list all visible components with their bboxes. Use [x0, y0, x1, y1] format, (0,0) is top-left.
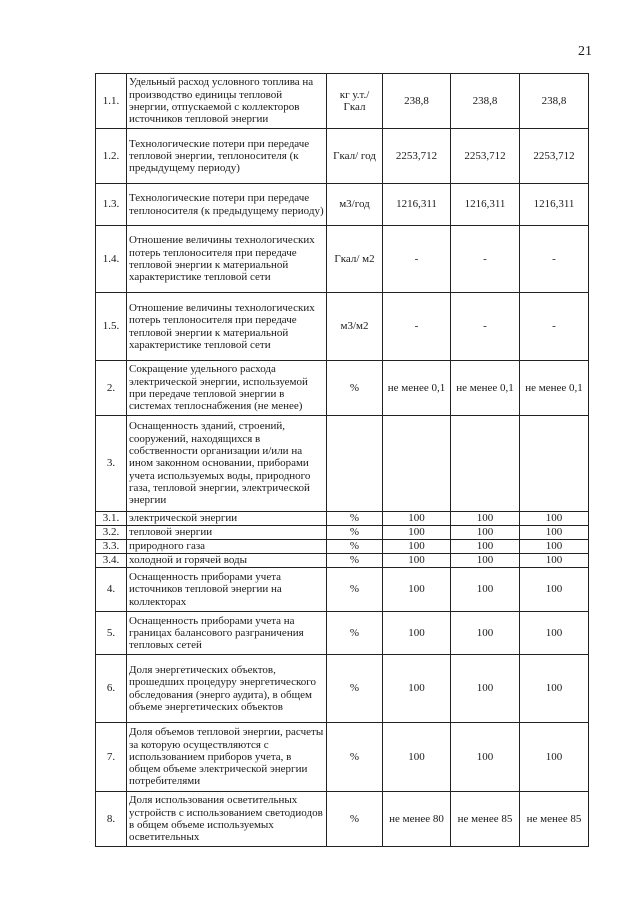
- value-year-2: -: [451, 293, 520, 361]
- value-year-2: 100: [451, 568, 520, 612]
- value-year-3: 100: [520, 512, 589, 526]
- table-row: [96, 526, 589, 540]
- table-row: [96, 129, 589, 184]
- row-number: 8.: [96, 792, 127, 847]
- unit: %: [327, 361, 383, 416]
- value-year-1: 100: [383, 540, 451, 554]
- indicator-name: Технологические потери при передаче тепловой энергии, теплоносителя (к предыдущему периоду): [127, 129, 327, 184]
- value-year-2: 100: [451, 526, 520, 540]
- indicators-table: [95, 73, 589, 847]
- value-year-3: 238,8: [520, 74, 589, 129]
- value-year-2: 100: [451, 540, 520, 554]
- value-year-2: 100: [451, 655, 520, 723]
- value-year-2: 100: [451, 723, 520, 792]
- indicator-name: Доля объемов тепловой энергии, расчеты за которую осуществляются с использованием приборов учета, в общем объеме электрической энергии потребителями: [127, 723, 327, 792]
- row-number: 6.: [96, 655, 127, 723]
- unit: %: [327, 568, 383, 612]
- value-year-2: 1216,311: [451, 184, 520, 226]
- unit: %: [327, 512, 383, 526]
- unit: [327, 416, 383, 512]
- value-year-3: 100: [520, 568, 589, 612]
- unit: %: [327, 655, 383, 723]
- value-year-1: 100: [383, 612, 451, 655]
- indicator-name: Сокращение удельного расхода электрической энергии, используемой при передаче тепловой энергии в системах теплоснабжения (не менее): [127, 361, 327, 416]
- table-row: [96, 554, 589, 568]
- row-number: 4.: [96, 568, 127, 612]
- value-year-1: -: [383, 226, 451, 293]
- value-year-1: 1216,311: [383, 184, 451, 226]
- value-year-2: 2253,712: [451, 129, 520, 184]
- unit: м3/м2: [327, 293, 383, 361]
- value-year-3: 100: [520, 655, 589, 723]
- indicator-name: Оснащенность приборами учета на границах балансового разграничения тепловых сетей: [127, 612, 327, 655]
- value-year-1: -: [383, 293, 451, 361]
- row-number: 1.3.: [96, 184, 127, 226]
- row-number: 3.3.: [96, 540, 127, 554]
- value-year-1: 100: [383, 723, 451, 792]
- value-year-2: 100: [451, 512, 520, 526]
- value-year-2: не менее 0,1: [451, 361, 520, 416]
- value-year-1: 2253,712: [383, 129, 451, 184]
- value-year-1: 100: [383, 512, 451, 526]
- page-number: 21: [578, 44, 592, 59]
- table-row: [96, 723, 589, 792]
- table-row: [96, 792, 589, 847]
- value-year-2: -: [451, 226, 520, 293]
- row-number: 2.: [96, 361, 127, 416]
- value-year-1: не менее 0,1: [383, 361, 451, 416]
- row-number: 3.1.: [96, 512, 127, 526]
- table-row: [96, 361, 589, 416]
- unit: м3/год: [327, 184, 383, 226]
- table-row: [96, 184, 589, 226]
- indicator-name: Доля энергетических объектов, прошедших процедуру энергетического обследования (энерго аудита), в общем объеме энергетических объектов: [127, 655, 327, 723]
- indicator-name: Удельный расход условного топлива на производство единицы тепловой энергии, отпускаемой с коллекторов источников тепловой энергии: [127, 74, 327, 129]
- value-year-2: 100: [451, 554, 520, 568]
- row-number: 1.5.: [96, 293, 127, 361]
- value-year-3: -: [520, 226, 589, 293]
- unit: %: [327, 526, 383, 540]
- value-year-1: 238,8: [383, 74, 451, 129]
- value-year-1: не менее 80: [383, 792, 451, 847]
- value-year-3: -: [520, 293, 589, 361]
- value-year-3: 100: [520, 540, 589, 554]
- row-number: 1.1.: [96, 74, 127, 129]
- value-year-3: [520, 416, 589, 512]
- unit: Гкал/ м2: [327, 226, 383, 293]
- table-row: [96, 293, 589, 361]
- indicator-name: Технологические потери при передаче теплоносителя (к предыдущему периоду): [127, 184, 327, 226]
- indicator-name: природного газа: [127, 540, 327, 554]
- value-year-1: 100: [383, 655, 451, 723]
- value-year-1: [383, 416, 451, 512]
- table-row: [96, 74, 589, 129]
- table-row: [96, 568, 589, 612]
- row-number: 1.2.: [96, 129, 127, 184]
- value-year-3: 100: [520, 526, 589, 540]
- row-number: 3.: [96, 416, 127, 512]
- unit: %: [327, 723, 383, 792]
- value-year-3: 100: [520, 612, 589, 655]
- row-number: 5.: [96, 612, 127, 655]
- value-year-3: 1216,311: [520, 184, 589, 226]
- value-year-3: 2253,712: [520, 129, 589, 184]
- indicator-name: Оснащенность приборами учета источников тепловой энергии на коллекторах: [127, 568, 327, 612]
- value-year-2: [451, 416, 520, 512]
- value-year-3: не менее 0,1: [520, 361, 589, 416]
- row-number: 3.4.: [96, 554, 127, 568]
- value-year-2: 238,8: [451, 74, 520, 129]
- value-year-2: не менее 85: [451, 792, 520, 847]
- unit: %: [327, 540, 383, 554]
- value-year-3: 100: [520, 554, 589, 568]
- table-row: [96, 655, 589, 723]
- value-year-1: 100: [383, 526, 451, 540]
- indicator-name: Отношение величины технологических потерь теплоносителя при передаче тепловой энергии к материальной характеристике тепловой сети: [127, 293, 327, 361]
- unit: Гкал/ год: [327, 129, 383, 184]
- value-year-3: не менее 85: [520, 792, 589, 847]
- indicator-name: электрической энергии: [127, 512, 327, 526]
- unit: кг у.т./ Гкал: [327, 74, 383, 129]
- table-row: [96, 540, 589, 554]
- unit: %: [327, 612, 383, 655]
- value-year-1: 100: [383, 554, 451, 568]
- row-number: 3.2.: [96, 526, 127, 540]
- indicator-name: Доля использования осветительных устройств с использованием светодиодов в общем объеме используемых осветительных: [127, 792, 327, 847]
- value-year-1: 100: [383, 568, 451, 612]
- table-row: [96, 512, 589, 526]
- table-row: [96, 226, 589, 293]
- unit: %: [327, 554, 383, 568]
- value-year-3: 100: [520, 723, 589, 792]
- indicator-name: Отношение величины технологических потерь теплоносителя при передаче тепловой энергии к материальной характеристике тепловой сети: [127, 226, 327, 293]
- table-row: [96, 612, 589, 655]
- indicator-name: тепловой энергии: [127, 526, 327, 540]
- table-row: [96, 416, 589, 512]
- value-year-2: 100: [451, 612, 520, 655]
- indicator-name: холодной и горячей воды: [127, 554, 327, 568]
- indicator-name: Оснащенность зданий, строений, сооружений, находящихся в собственности организации и/или на ином законном основании, приборами учета используемых воды, природного газа, тепловой энергии, электрической энергии: [127, 416, 327, 512]
- row-number: 7.: [96, 723, 127, 792]
- unit: %: [327, 792, 383, 847]
- row-number: 1.4.: [96, 226, 127, 293]
